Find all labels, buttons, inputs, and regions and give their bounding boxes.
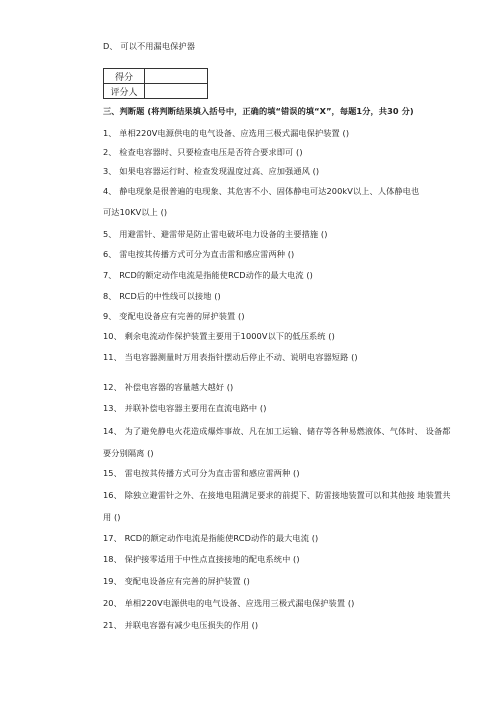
question-18: 18、 保护接零适用于中性点直接接地的配电系统中 () [103,554,300,564]
question-21: 21、 并联电容器有减少电压损失的作用 () [103,620,259,630]
question-4: 4、 静电现象是很普遍的电现象、其危害不小、固体静电可达200kV以上、人体静电也 [103,186,420,196]
question-10: 10、 剩余电流动作保护装置主要用于1000V以下的低压系统 () [103,331,335,341]
score-table [103,68,208,99]
question-1: 1、 单相220V电源供电的电气设备、应选用三极式漏电保护装置 () [103,128,350,138]
score-value-cell [145,69,208,84]
question-16: 16、 除独立避雷针之外、在接地电阻满足要求的前提下、防雷接地装置可以和其他接 地装置共 [103,490,451,500]
section-heading: 三、判断题 (将判断结果填入括号中，正确的填“错误的填“X”，每题1分，共30 分) [103,106,414,116]
question-8: 8、 RCD后的中性线可以接地 () [103,291,221,301]
grader-label: 评分人 [104,84,145,99]
question-7: 7、 RCD的额定动作电流是指能使RCD动作的最大电流 () [103,270,313,280]
question-16-cont: 用 () [103,512,121,522]
grader-row [104,84,208,99]
option-d: D、 可以不用漏电保护器 [103,41,195,51]
score-label: 得分 [104,69,145,84]
question-12: 12、 补偿电容器的容量越大越好 () [103,382,234,392]
question-2: 2、 检查电容器时、只要检查电压是否符合要求即可 () [103,147,303,157]
grader-value-cell [145,84,208,99]
question-3: 3、 如果电容器运行时、检查发现温度过高、应加强通风 () [103,166,320,176]
question-5: 5、 用避雷针、避雷带是防止雷电破坏电力设备的主要措施 () [103,229,328,239]
score-row [104,69,208,84]
question-17: 17、 RCD的额定动作电流是指能使RCD动作的最大电流 () [103,533,319,543]
question-4-cont: 可达10KV以上 () [103,207,168,217]
question-14-cont: 要分别隔离 () [103,448,154,458]
question-13: 13、 并联补偿电容器主要用在直流电路中 () [103,403,267,413]
question-19: 19、 变配电设备应有完善的屏护装置 () [103,576,250,586]
question-6: 6、 雷电按其传播方式可分为直击雷和感应雷两种 () [103,249,295,259]
question-11: 11、 当电容器测量时万用表指针摆动后停止不动、说明电容器短路 () [103,352,358,362]
question-14: 14、 为了避免静电火花造成爆炸事故、凡在加工运输、储存等各种易燃液体、气体时、 设备都 [103,426,451,436]
question-9: 9、 变配电设备应有完善的屏护装置 () [103,311,245,321]
question-15: 15、 雷电按其传播方式可分为直击雷和感应雷两种 () [103,468,300,478]
question-20: 20、 单相220V电源供电的电气设备、应选用三极式漏电保护装置 () [103,598,355,608]
